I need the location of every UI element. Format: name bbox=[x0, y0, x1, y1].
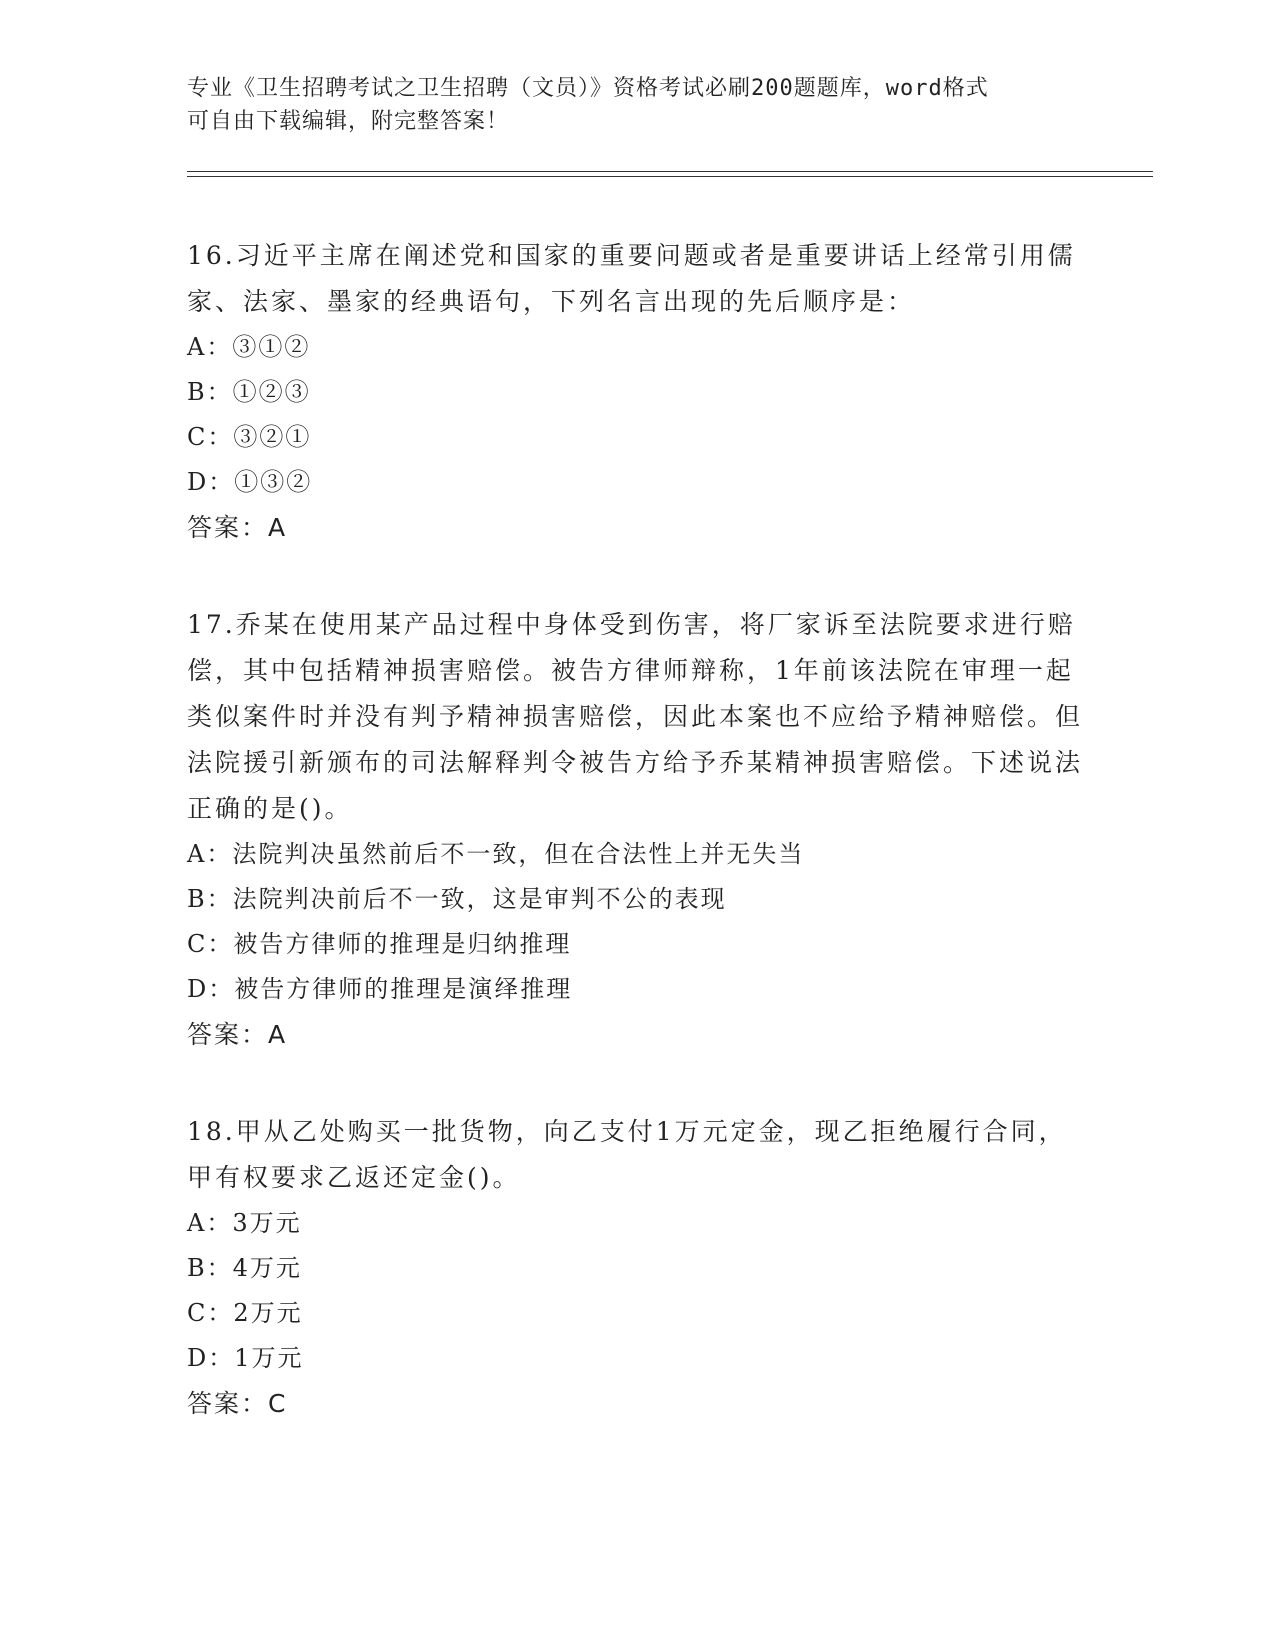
document-header bbox=[187, 72, 1087, 138]
option-c: C：③②① bbox=[187, 423, 312, 451]
option-b: B：法院判决前后不一致，这是审判不公的表现 bbox=[187, 885, 727, 913]
question-stem: 16.习近平主席在阐述党和国家的重要问题或者是重要讲话上经常引用儒家、法家、墨家的经典语句，下列名言出现的先后顺序是： bbox=[187, 241, 1076, 316]
option-d: D：1万元 bbox=[187, 1344, 304, 1372]
header-line-1: 专业《卫生招聘考试之卫生招聘（文员）》资格考试必刷200题题库，word格式 bbox=[187, 76, 989, 101]
option-a: A：法院判决虽然前后不一致，但在合法性上并无失当 bbox=[187, 840, 805, 868]
option-c: C：2万元 bbox=[187, 1299, 303, 1327]
question-17 bbox=[187, 602, 1087, 1057]
header-divider-bottom bbox=[187, 176, 1153, 177]
question-stem: 17.乔某在使用某产品过程中身体受到伤害，将厂家诉至法院要求进行赔偿，其中包括精神损害赔偿。被告方律师辩称，1年前该法院在审理一起类似案件时并没有判予精神损害赔偿，因此本案也不应给予精神赔偿。但法院援引新颁布的司法解释判令被告方给予乔某精神损害赔偿。下述说法正确的是()。 bbox=[187, 610, 1084, 823]
option-b: B：①②③ bbox=[187, 378, 311, 406]
answer-line: 答案：C bbox=[187, 1389, 288, 1418]
header-divider-top bbox=[187, 171, 1153, 172]
option-c: C：被告方律师的推理是归纳推理 bbox=[187, 930, 572, 958]
option-d: D：被告方律师的推理是演绎推理 bbox=[187, 975, 573, 1003]
question-18 bbox=[187, 1109, 1087, 1426]
question-16 bbox=[187, 233, 1087, 550]
option-d: D：①③② bbox=[187, 468, 313, 496]
question-list bbox=[187, 233, 1087, 1478]
option-a: A：③①② bbox=[187, 333, 311, 361]
option-b: B：4万元 bbox=[187, 1254, 302, 1282]
answer-line: 答案：A bbox=[187, 513, 288, 542]
option-a: A：3万元 bbox=[187, 1209, 302, 1237]
question-stem: 18.甲从乙处购买一批货物，向乙支付1万元定金，现乙拒绝履行合同，甲有权要求乙返还定金()。 bbox=[187, 1117, 1067, 1192]
answer-line: 答案：A bbox=[187, 1020, 288, 1049]
header-line-2: 可自由下载编辑，附完整答案！ bbox=[187, 109, 510, 134]
